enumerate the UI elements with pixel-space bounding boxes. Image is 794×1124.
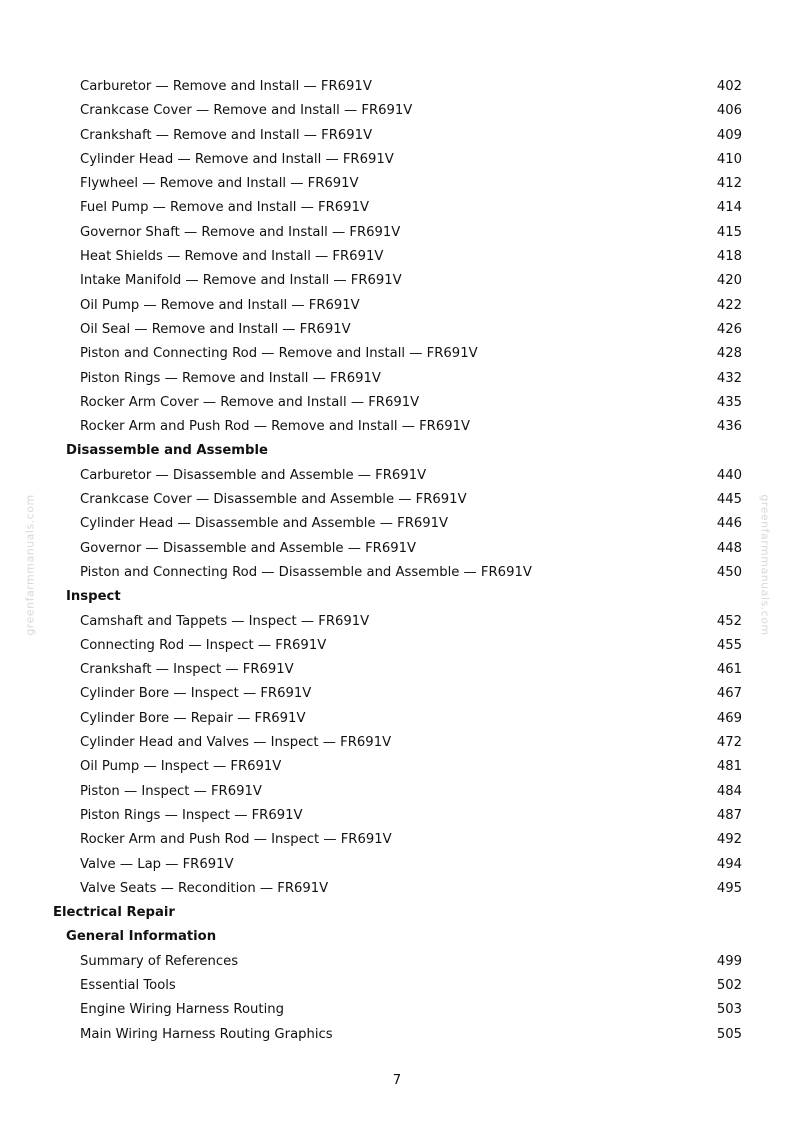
- toc-entry: [0, 974, 794, 998]
- toc-entry-page: 410: [716, 151, 742, 167]
- toc-entry-page: 448: [716, 540, 742, 556]
- toc-entry: [0, 342, 794, 366]
- toc-entry-title: Rocker Arm and Push Rod — Remove and Install — FR691V: [80, 419, 471, 435]
- toc-entry: [0, 658, 794, 682]
- toc-entry: [0, 512, 794, 536]
- toc-entry: [0, 269, 794, 293]
- toc-section-heading: [0, 585, 794, 609]
- toc-section-heading: [0, 439, 794, 463]
- toc-entry-page: 432: [716, 370, 742, 386]
- toc-entry-title: Rocker Arm Cover — Remove and Install — FR691V: [80, 394, 420, 410]
- toc-entry-page: 452: [716, 613, 742, 629]
- toc-entry-title: Piston — Inspect — FR691V: [80, 783, 262, 799]
- toc-entry: [0, 828, 794, 852]
- toc-entry-title: Crankshaft — Remove and Install — FR691V: [80, 127, 373, 143]
- toc-entry-title: Flywheel — Remove and Install — FR691V: [80, 176, 359, 192]
- toc-entry: [0, 221, 794, 245]
- toc-entry-title: Governor Shaft — Remove and Install — FR691V: [80, 224, 401, 240]
- toc-entry-page: 426: [716, 321, 742, 337]
- toc-entry-title: Fuel Pump — Remove and Install — FR691V: [80, 200, 369, 216]
- toc-entry-page: 455: [716, 637, 742, 653]
- toc-entry-page: 402: [716, 79, 742, 94]
- toc-entry-page: 461: [716, 662, 742, 678]
- watermark-left: greenfarmmanuals.com: [23, 494, 37, 636]
- toc-entry-title: Essential Tools: [80, 977, 176, 993]
- toc-entry-title: Oil Pump — Remove and Install — FR691V: [80, 297, 360, 313]
- toc-entry-page: 440: [716, 467, 742, 483]
- toc-entry-title: Governor — Disassemble and Assemble — FR691V: [80, 540, 417, 556]
- toc-entry-title: Valve — Lap — FR691V: [80, 856, 234, 872]
- toc-entry-page: 420: [716, 273, 742, 289]
- toc-entry: [0, 877, 794, 901]
- toc-entry: [0, 998, 794, 1022]
- toc-entry-title: Cylinder Head and Valves — Inspect — FR691V: [80, 735, 392, 751]
- toc-entry-title: Intake Manifold — Remove and Install — FR691V: [80, 273, 402, 289]
- toc-entry-page: 414: [716, 200, 742, 216]
- toc-entry: [0, 853, 794, 877]
- toc-entry-title: Connecting Rod — Inspect — FR691V: [80, 637, 327, 653]
- toc-entry: [0, 561, 794, 585]
- toc-entry-page: 412: [716, 176, 742, 192]
- toc-entry: [0, 755, 794, 779]
- toc-entry-page: 492: [716, 832, 742, 848]
- toc-entry: [0, 75, 794, 99]
- toc-entry-page: 494: [716, 856, 742, 872]
- toc-entry-page: 467: [716, 686, 742, 702]
- toc-entry-title: Piston and Connecting Rod — Disassemble and Assemble — FR691V: [80, 564, 532, 580]
- toc-entry: [0, 318, 794, 342]
- toc-entry-page: 445: [716, 492, 742, 508]
- toc-entry-title: Piston and Connecting Rod — Remove and Install — FR691V: [80, 346, 478, 362]
- toc-entry: [0, 415, 794, 439]
- toc-entry-page: 502: [716, 977, 742, 993]
- toc-entry-title: Main Wiring Harness Routing Graphics: [80, 1026, 333, 1042]
- toc-entry: [0, 294, 794, 318]
- toc-entry-title: Piston Rings — Remove and Install — FR691V: [80, 370, 381, 386]
- toc-entry: [0, 172, 794, 196]
- toc-entry-title: Camshaft and Tappets — Inspect — FR691V: [80, 613, 370, 629]
- toc-entry-title: Summary of References: [80, 953, 239, 969]
- toc-entry-page: 499: [716, 953, 742, 969]
- toc-entry-page: 406: [716, 103, 742, 119]
- toc-entry: [0, 1023, 794, 1047]
- toc-entry-page: 450: [716, 564, 742, 580]
- toc-entry-title: Valve Seats — Recondition — FR691V: [80, 880, 329, 896]
- toc-entry-page: 472: [716, 735, 742, 751]
- table-of-contents: [0, 75, 794, 1047]
- toc-entry-page: 418: [716, 249, 742, 265]
- toc-entry: [0, 367, 794, 391]
- toc-section-heading: [0, 901, 794, 925]
- toc-entry-title: Crankshaft — Inspect — FR691V: [80, 662, 294, 678]
- toc-entry-title: Engine Wiring Harness Routing: [80, 1002, 284, 1018]
- toc-entry-page: 409: [716, 127, 742, 143]
- toc-entry: [0, 804, 794, 828]
- toc-entry-title: Carburetor — Remove and Install — FR691V: [80, 79, 372, 94]
- toc-entry: [0, 950, 794, 974]
- toc-entry: [0, 124, 794, 148]
- toc-entry-page: 415: [716, 224, 742, 240]
- toc-entry: [0, 464, 794, 488]
- toc-entry-title: General Information: [66, 929, 217, 945]
- toc-entry-page: 487: [716, 807, 742, 823]
- toc-entry-page: 505: [716, 1026, 742, 1042]
- toc-entry-title: Oil Seal — Remove and Install — FR691V: [80, 321, 351, 337]
- toc-entry-page: 422: [716, 297, 742, 313]
- toc-entry-page: 436: [716, 419, 742, 435]
- page-number: 7: [392, 1073, 402, 1088]
- toc-entry: [0, 148, 794, 172]
- toc-entry-title: Electrical Repair: [53, 905, 175, 921]
- toc-entry-page: 503: [716, 1002, 742, 1018]
- toc-entry-page: 446: [716, 516, 742, 532]
- toc-entry: [0, 682, 794, 706]
- toc-entry-title: Crankcase Cover — Disassemble and Assemble — FR691V: [80, 492, 467, 508]
- toc-entry: [0, 196, 794, 220]
- toc-entry-title: Cylinder Head — Remove and Install — FR691V: [80, 151, 394, 167]
- toc-entry: [0, 99, 794, 123]
- toc-entry: [0, 731, 794, 755]
- toc-entry: [0, 780, 794, 804]
- toc-entry-title: Disassemble and Assemble: [66, 443, 268, 459]
- toc-entry-title: Cylinder Bore — Inspect — FR691V: [80, 686, 312, 702]
- toc-entry: [0, 610, 794, 634]
- toc-entry-page: 469: [716, 710, 742, 726]
- toc-entry: [0, 634, 794, 658]
- toc-entry-title: Crankcase Cover — Remove and Install — FR691V: [80, 103, 413, 119]
- toc-entry-title: Rocker Arm and Push Rod — Inspect — FR691V: [80, 832, 392, 848]
- toc-entry: [0, 707, 794, 731]
- toc-entry-title: Cylinder Head — Disassemble and Assemble — FR691V: [80, 516, 449, 532]
- toc-entry-page: 495: [716, 880, 742, 896]
- toc-entry: [0, 488, 794, 512]
- toc-entry-title: Heat Shields — Remove and Install — FR691V: [80, 249, 384, 265]
- toc-entry: [0, 537, 794, 561]
- toc-entry-title: Piston Rings — Inspect — FR691V: [80, 807, 303, 823]
- toc-entry-page: 484: [716, 783, 742, 799]
- toc-entry: [0, 391, 794, 415]
- toc-section-heading: [0, 925, 794, 949]
- toc-entry: [0, 245, 794, 269]
- toc-entry-title: Inspect: [66, 589, 121, 605]
- watermark-right: greenfarmmanuals.com: [758, 494, 772, 636]
- toc-entry-page: 428: [716, 346, 742, 362]
- toc-entry-page: 435: [716, 394, 742, 410]
- toc-entry-title: Oil Pump — Inspect — FR691V: [80, 759, 282, 775]
- toc-entry-page: 481: [716, 759, 742, 775]
- toc-entry-title: Carburetor — Disassemble and Assemble — FR691V: [80, 467, 427, 483]
- toc-entry-title: Cylinder Bore — Repair — FR691V: [80, 710, 306, 726]
